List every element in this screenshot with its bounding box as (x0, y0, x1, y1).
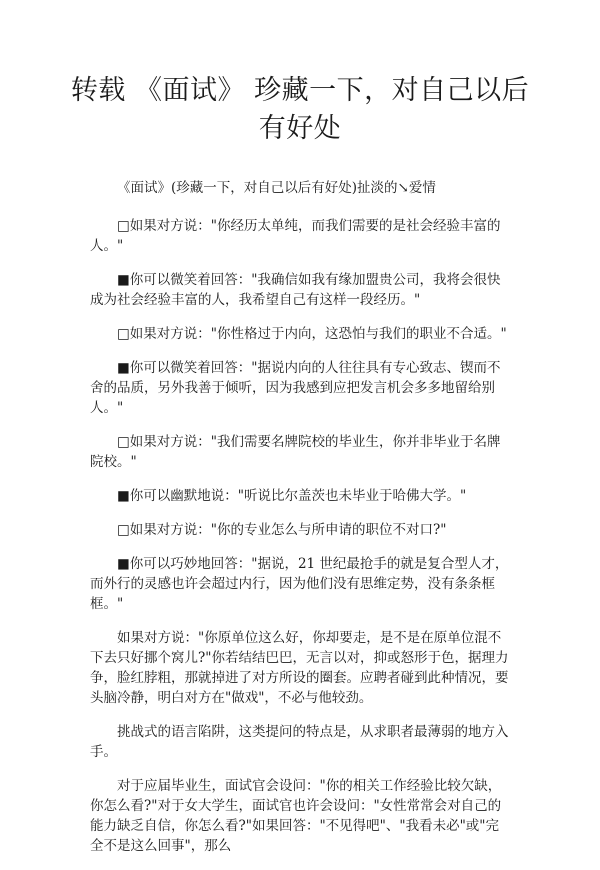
document-subtitle: 《面试》(珍藏一下，对自己以后有好处)扯淡的↘爱情 (117, 180, 436, 196)
paragraph-text: 挑战式的语言陷阱，这类提问的特点是，从求职者最薄弱的地方入手。 (90, 724, 509, 760)
paragraph-answer: ■你可以幽默地说："听说比尔盖茨也未毕业于哈佛大学。" (117, 488, 467, 504)
paragraph-question: □如果对方说："你性格过于内向，这恐怕与我们的职业不合适。" (117, 326, 507, 342)
document-body (90, 178, 510, 870)
paragraph-question: □如果对方说："你的专业怎么与所申请的职位不对口?" (117, 522, 447, 538)
paragraph-answer: ■你可以微笑着回答："我确信如我有缘加盟贵公司，我将会很快成为社会经验丰富的人，我希望自己有这样一段经历。" (90, 272, 501, 308)
paragraph-text: 对于应届毕业生，面试官会设问："你的相关工作经验比较欠缺，你怎么看?"对于女大学生，面试官也许会设问："女性常常会对自己的能力缺乏自信，你怎么看?"如果回答："不见得吧"、"我看未必"或"完全不是这么回事"，那么 (90, 778, 502, 854)
paragraph-text: 如果对方说："你原单位这么好，你却要走，是不是在原单位混不下去只好挪个窝儿?"你若结结巴巴，无言以对，抑或怒形于色，据理力争，脸红脖粗，那就掉进了对方所设的圈套。应聘者碰到此种情况，要头脑冷静，明白对方在"做戏"，不必与他较劲。 (90, 630, 509, 706)
paragraph-answer: ■你可以微笑着回答："据说内向的人往往具有专心致志、锲而不舍的品质，另外我善于倾听，因为我感到应把发言机会多多地留给别人。" (90, 360, 501, 416)
paragraph-answer: ■你可以巧妙地回答："据说，21 世纪最抢手的就是复合型人才，而外行的灵感也许会超过内行，因为他们没有思维定势，没有条条框框。" (90, 556, 509, 612)
paragraph-question: □如果对方说："我们需要名牌院校的毕业生，你并非毕业于名牌院校。" (90, 434, 501, 470)
paragraph-question: □如果对方说："你经历太单纯，而我们需要的是社会经验丰富的人。" (90, 218, 501, 254)
page-title: 转载 《面试》 珍藏一下，对自己以后有好处 (70, 75, 530, 144)
